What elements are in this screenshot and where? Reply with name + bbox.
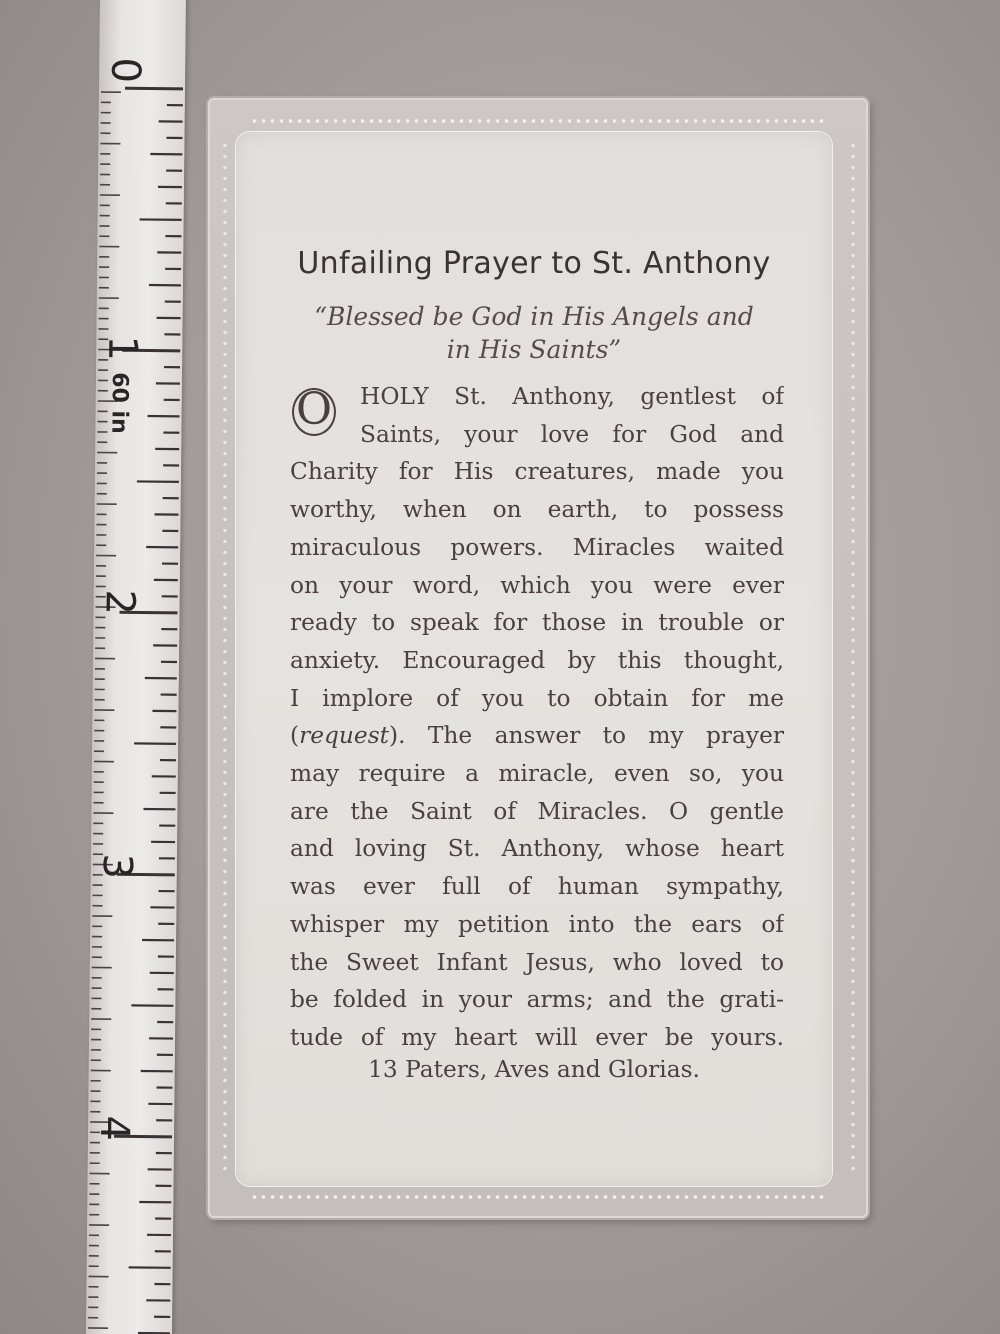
card-footer: 13 Paters, Aves and Glorias.	[368, 1056, 700, 1083]
ruler-mark-2: 2	[96, 589, 143, 616]
prayer-line: and loving St. Anthony, whose heart	[290, 835, 784, 863]
prayer-line: on your word, which you were ever	[290, 571, 784, 599]
sleeve-stitch-left	[222, 140, 228, 1176]
prayer-line: Charity for His creatures, made you	[290, 458, 784, 486]
ruler-mark-1: 1	[99, 335, 146, 362]
prayer-line: are the Saint of Miracles. O gentle	[290, 797, 784, 825]
sleeve-stitch-top	[250, 118, 826, 124]
prayer-line: miraculous powers. Miracles waited	[290, 533, 784, 561]
prayer-line: the Sweet Infant Jesus, who loved to	[290, 948, 784, 976]
ruler-sub-label: 60 in	[106, 372, 133, 434]
request-word: request	[299, 722, 390, 750]
prayer-line: whisper my petition into the ears of	[290, 910, 784, 938]
ruler-mark-0: 0	[102, 57, 149, 84]
prayer-line-request: (request). The answer to my prayer	[290, 722, 784, 750]
prayer-line: Saints, your love for God and	[360, 420, 784, 448]
card-title: Unfailing Prayer to St. Anthony	[297, 246, 771, 281]
drop-cap-letter: O	[295, 384, 333, 435]
prayer-line: I implore of you to obtain for me	[290, 684, 784, 712]
sleeve-stitch-bottom	[250, 1194, 826, 1200]
prayer-body	[290, 378, 784, 1057]
prayer-line: tude of my heart will ever be yours.	[290, 1023, 784, 1051]
subtitle-line-2: in His Saints”	[446, 335, 622, 364]
prayer-line: HOLY St. Anthony, gentlest of	[360, 383, 784, 410]
prayer-line: be folded in your arms; and the grati-	[290, 986, 784, 1014]
ruler-mark-4: 4	[90, 1115, 138, 1142]
ruler-mark-3: 3	[93, 853, 140, 880]
prayer-card	[236, 132, 832, 1186]
prayer-line: may require a miracle, even so, you	[290, 760, 784, 788]
prayer-line: worthy, when on earth, to possess	[290, 496, 784, 524]
measuring-tape	[86, 0, 186, 1334]
subtitle-line-1: “Blessed be God in His Angels and	[314, 302, 754, 331]
sleeve-stitch-right	[850, 140, 856, 1176]
card-subtitle	[276, 300, 792, 366]
prayer-line: ready to speak for those in trouble or	[290, 609, 784, 637]
prayer-line: anxiety. Encouraged by this thought,	[290, 646, 784, 674]
prayer-line: was ever full of human sympathy,	[290, 873, 784, 901]
